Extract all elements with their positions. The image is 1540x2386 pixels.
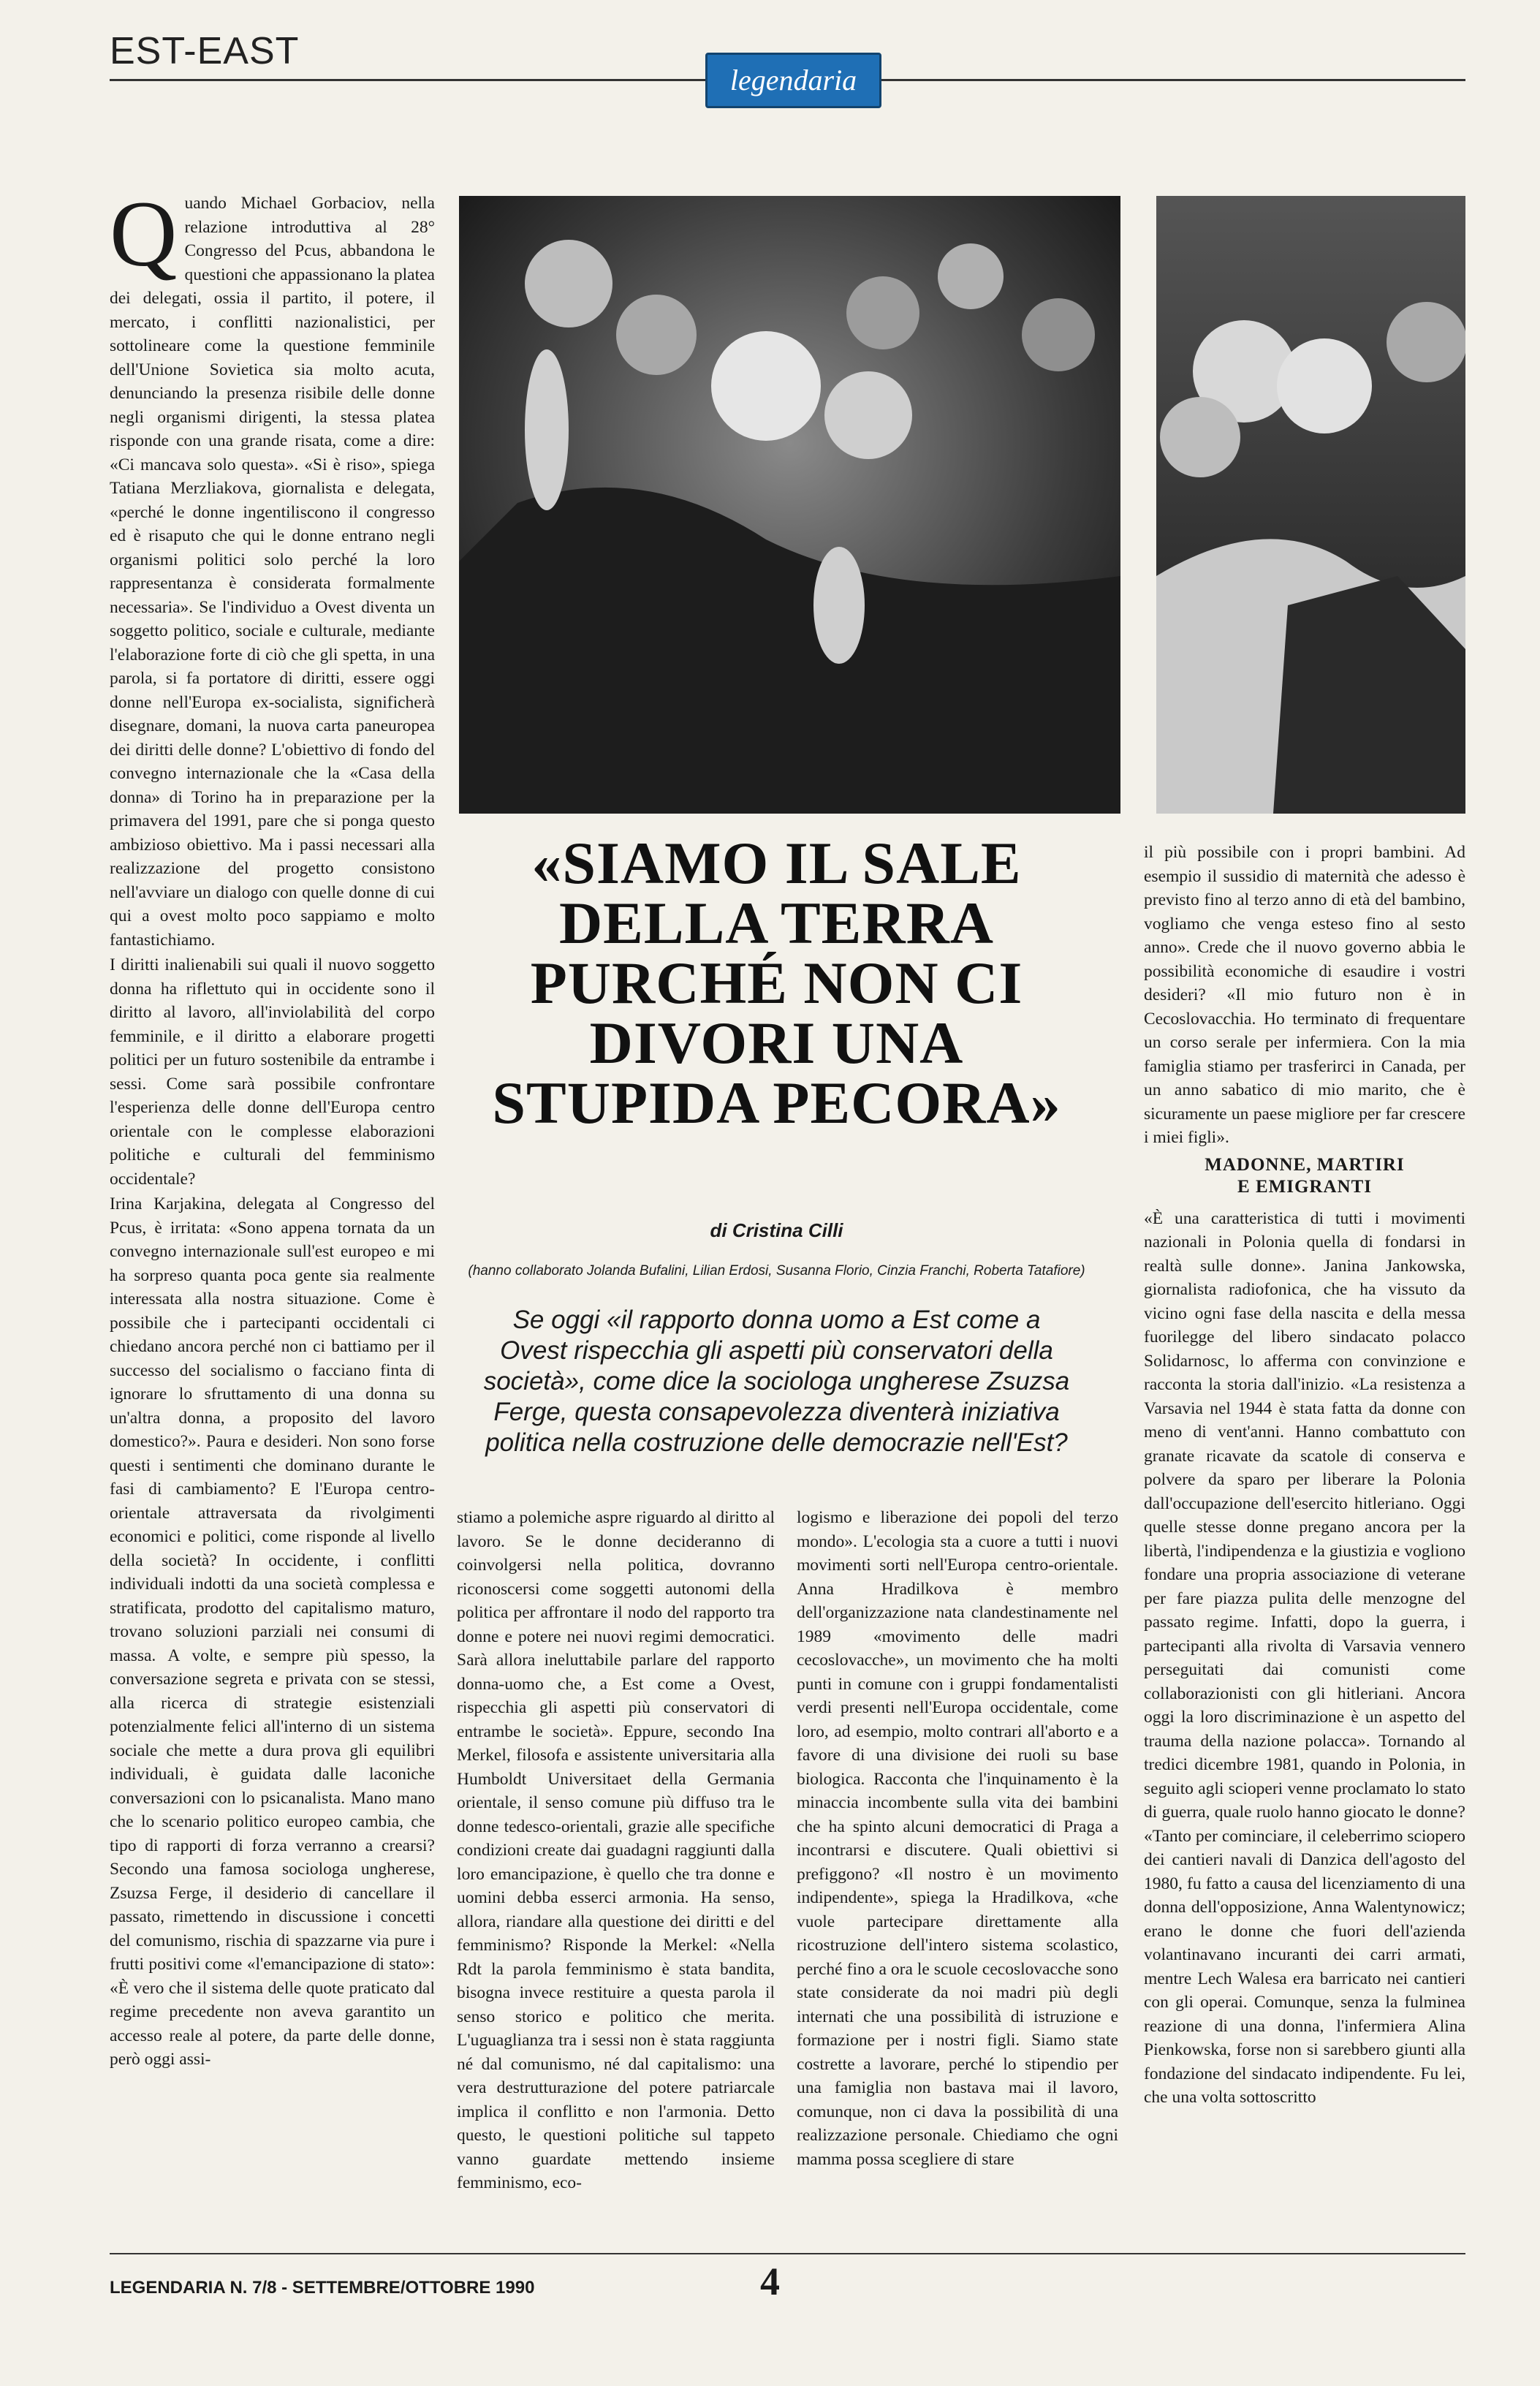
body-paragraph: «È una caratteristica di tutti i movimenti nazionali in Polonia quella di fondarsi in realtà sulle donne». Janina Jankowska, giornalista radiofonica, che ha vissuto da vicino ogni fase della nascita e della messa fuorilegge del libero sindacato polacco Solidarnosc, lo afferma con convinzione e racconta la storia dall'inizio. «La resistenza a Varsavia nel 1944 è stata fatta da donne con meno di vent'anni. Hanno combattuto con granate ricavate da scatole di conserva e polvere da sparo per liberare la Polonia dall'occupazione dell'esercito hitleriano. Oggi quelle stesse donne pregano ancora per la libertà, l'indipendenza e la giustizia e vogliono fondare una propria associazione di veterane per fare piazza pulita delle menzogne del passato regime. Infatti, dopo la guerra, i partecipanti alla rivolta di Varsavia vennero perseguitati dai comunisti come collaborazionisti con gli hitleriani. Ancora oggi la loro discriminazione è un aspetto del trauma della nazione polacca». Tornando al tredici dicembre 1981, quando in Polonia, in seguito agli scioperi venne proclamato lo stato di guerra, quale ruolo hanno giocato le donne? «Tanto per cominciare, il celeberrimo sciopero dei cantieri navali di Danzica dell'agosto del 1980, fu fatto a causa del licenziamento di una donna dell'opposizione, Anna Walentynowicz; erano le donne che fuori dell'azienda volantinavano incuranti dei carri armati, mentre Lech Walesa era barricato nei cantieri con gli operai. Comunque, senza la fulminea reazione di una donna, l'infermiera Alina Pienkowska, forse non si sarebbero giunti alla fondazione del sindacato indipendente. Fu lei, che una volta sottoscritto [1144,1208,1465,2107]
byline: di Cristina Cilli [710,1219,843,1241]
young-women-photo [1156,196,1465,814]
drop-cap: Q [110,192,178,286]
body-paragraph: stiamo a polemiche aspre riguardo al diritto al lavoro. Se le donne decideranno di coinvolgersi nella politica, dovranno riconoscersi come soggetti autonomi della politica per affrontare il nodo del rapporto tra donne e potere nei nuovi regimi democratici. Sarà allora ineluttabile parlare del rapporto donna-uomo che, a Est come a Ovest, rispecchia gli aspetti più conservatori di entrambe le società». Eppure, secondo Ina Merkel, filosofa e assistente universitaria alla Humboldt Universitaet della Germania orientale, il senso comune più diffuso tra le donne tedesco-orientali, grazie alle specifiche condizioni create dai guadagni raggiunti dalla loro emancipazione, è quello che tra donne e uomini debba esserci armonia. Ha senso, allora, riandare alla questione dei diritti e del femminismo? Risponde la Merkel: «Nella Rdt la parola femminismo è stata bandita, bisogna invece restituire a questa parola il senso storico e politico che merita. L'uguaglianza tra i sessi non è stata raggiunta né dal comunismo, né dal capitalismo: una vera destrutturazione del potere patriarcale implica il conflitto e non l'armonia. Detto questo, le questioni politiche sul tappeto vanno guardate mettendo insieme femminismo, eco- [457,1508,775,2192]
issue-info: LEGENDARIA N. 7/8 - SETTEMBRE/OTTOBRE 1990 [110,2278,535,2298]
magazine-logo: legendaria [705,53,881,108]
crowd-photo-image [459,196,1120,814]
body-paragraph: logismo e liberazione dei popoli del terzo mondo». L'ecologia sta a cuore a tutti i nuovi movimenti sorti nell'Europa centro-orientale. Anna Hradilkova è membro dell'organizzazione nata clandestinamente nel 1989 «movimento delle madri cecoslovacche», un movimento che ha molti punti in comune con i gruppi fondamentalisti verdi presenti nell'Europa occidentale, come loro, ad esempio, molto contrari all'aborto e a favore di una divisione dei ruoli su base biologica. Racconta che l'inquinamento è la minaccia incombente sulla vita dei bambini che ha spinto alcuni democratici di Praga a incontrarsi e discutere. Quali obiettivi si prefiggono? «Il nostro è un movimento indipendente», spiega la Hradilkova, «che vuole partecipare direttamente alla ricostruzione dell'intero sistema scolastico, perché fino a ora le scuole cecoslovacche sono state considerate da noi madri più degli internati che una possibilità di istruzione e formazione per i nostri figli. Siamo state costrette a lavorare, perché lo stipendio per una famiglia non bastava mai il lavoro, comunque, non ci dava la possibilità di una realizzazione personale. Chiediamo che ogni mamma possa scegliere di stare [797,1508,1118,2169]
young-women-photo-image [1156,196,1465,814]
section-label: EST-EAST [110,30,300,72]
article-column-4 [1144,841,1465,2241]
subheading-line: E EMIGRANTI [1237,1176,1372,1197]
body-paragraph: I diritti inalienabili sui quali il nuovo soggetto donna ha riflettuto qui in occidente sono il diritto al lavoro, all'inviolabilità del corpo femminile, e il diritto a elaborare progetti politici per un futuro sostenibile da entrambe i sessi. Come sarà possibile confrontare l'esperienza delle donne dell'Europa centro orientale con le complesse elaborazioni politiche e culturali del femminismo occidentale? [110,955,435,1189]
article-deck: Se oggi «il rapporto donna uomo a Est come a Ovest rispecchia gli aspetti più conservatori della società», come dice la sociologa ungherese Zsuzsa Ferge, questa consapevolezza diventerà iniziativa politica nella costruzione delle democrazie nell'Est? [483,1306,1070,1457]
footer-rule [110,2253,1465,2254]
body-paragraph: Irina Karjakina, delegata al Congresso del Pcus, è irritata: «Sono appena tornata da un convegno internazionale sull'est europeo e mi ha sorpreso quanta poca gente sia realmente interessata alla nostra situazione. Come è possibile che i partecipanti occidentali ci chiedano ancora perché non ci battiamo per il successo del socialismo o facciano finta di ignorare lo sfruttamento di una donna su un'altra donna, a proposito del lavoro domestico?». Paura e desideri. Non sono forse questi i sentimenti che dominano durante le fasi di cambiamento? E l'Europa centro-orientale attraversata da rivolgimenti economici e politici, come risponde al livello della società? In occidente, i conflitti individuali indotti da una società complessa e stratificata, prodotto del capitalismo maturo, trovano soluzioni parziali nei consumi di massa. A volte, e sempre più spesso, la conversazione segreta e privata con se stessi, alla ricerca di strategie esistenziali potenzialmente felici all'interno di un sistema sociale che mette a dura prova gli equilibri individuali, è guidata dalle laconiche conversazioni con lo psicanalista. Mano mano che lo scenario politico europeo cambia, che tipo di rapporti di forza verranno a crearsi? Secondo una famosa sociologa ungherese, Zsuzsa Ferge, il desiderio di cancellare il passato, rimettendo in discussione i concetti del comunismo, rischia di spazzarne via pure i frutti positivi come «l'emancipazione di stato»: «È vero che il sistema delle quote praticato dal regime precedente non aveva garantito un accesso reale al potere, da parte delle donne, però oggi assi- [110,1194,435,2069]
collaborators-credit: (hanno collaborato Jolanda Bufalini, Lilian Erdosi, Susanna Florio, Cinzia Franchi, Roberta Tatafiore) [468,1263,1085,1279]
crowd-photo [459,196,1120,814]
body-paragraph: il più possibile con i propri bambini. Ad esempio il sussidio di maternità che adesso è previsto fino al terzo anno di età del bambino, vogliamo che venga esteso fino al sesto anno». Crede che il nuovo governo abbia le possibilità economiche di esaudire i vostri desideri? «Il mio futuro non è in Cecoslovacchia. Ho terminato di frequentare un corso serale per infermiera. Con la mia famiglia stiamo per trasferirci in Canada, per un anno sabatico di mio marito, che è sicuramente un paese migliore per far crescere i miei figli». [1144,843,1465,1147]
article-headline: «SIAMO IL SALE DELLA TERRA PURCHÉ NON CI DIVORI UNA STUPIDA PECORA» [492,830,1061,1136]
article-column-1 [110,192,435,2246]
body-paragraph: uando Michael Gorbaciov, nella relazione introduttiva al 28° Congresso del Pcus, abbandona le questioni che appassionano la platea dei delegati, ossia il partito, il potere, il mercato, i conflitti nazionalistici, per sottolineare come la questione femminile dell'Unione Sovietica sia molto acuta, denunciando la presenza risibile delle donne negli organismi dirigenti, la stessa platea risponde con una grande risata, come a dire: «Ci mancava solo questa». «Si è riso», spiega Tatiana Merzliakova, giornalista e delegata, «perché le donne ingentiliscono il congresso ed è risaputo che qui le donne entrano negli organismi politici solo perché la loro rappresentanza è considerata formalmente necessaria». Se l'individuo a Ovest diventa un soggetto politico, sociale e culturale, mediante l'elaborazione forte di ciò che gli spetta, in una parola, si fa portatore di diritti, essere oggi donne nell'Europa ex-socialista, significherà disegnare, domani, la nuova carta paneuropea dei diritti delle donne? L'obiettivo di fondo del convegno internazionale che la «Casa della donna» di Torino ha in preparazione per la primavera del 1991, pare che si ponga questo ambizioso obiettivo. Ma i passi necessari alla realizzazione del progetto consistono nell'avviare un dialogo con quelle donne di cui qui a ovest molto poco sappiamo e molto fantastichiamo. [110,194,435,950]
section-subheading [1144,1154,1465,1198]
page-number: 4 [760,2260,780,2303]
article-column-3 [797,1506,1118,2237]
subheading-line: MADONNE, MARTIRI [1205,1154,1405,1175]
article-column-2 [457,1506,775,2237]
